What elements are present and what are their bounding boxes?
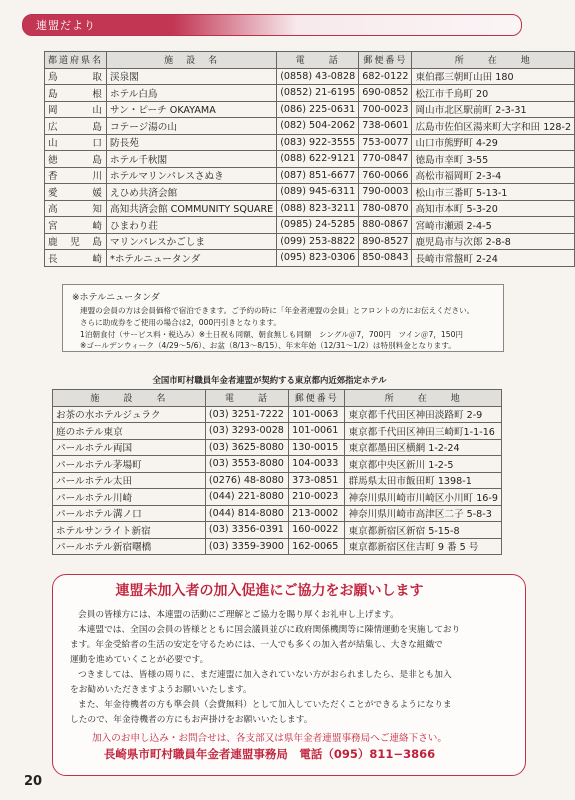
table-cell: マリンパレスかごしま [107,233,277,250]
table-cell: 防長苑 [107,134,277,151]
table-cell: 鳥 取 [45,68,107,85]
table-cell: (044) 221-8080 [205,489,288,506]
table-cell: パールホテル新宿曙橋 [53,538,206,555]
column-header: 施 設 名 [107,52,277,69]
appeal-title: 連盟未加入者の加入促進にご協力をお願いします [115,583,424,599]
table-cell: お茶の水ホテルジュラク [53,406,206,423]
note-title: ※ホテルニュータンダ [72,293,160,303]
table-cell: (03) 3553-8080 [205,456,288,473]
appeal-line: ます。年金受給者の生活の安定を守るためには、一人でも多くの加入者が結集し、大きな組織で [70,640,443,650]
table-cell: (0985) 24-5285 [277,217,359,234]
appeal-line: をお勧めいただきますようお願いいたします。 [70,685,252,695]
table-cell: 鹿児島市与次郎 2-8-8 [412,233,575,250]
table-cell: (095) 823-0306 [277,250,359,267]
table-cell: パールホテル茅場町 [53,456,206,473]
table-cell: (03) 3356-0391 [205,522,288,539]
table-cell: 700-0023 [359,101,412,118]
table-cell: 東京都新宿区新宿 5-15-8 [345,522,502,539]
column-header: 所 在 地 [412,52,575,69]
table-cell: 長崎市常盤町 2-24 [412,250,575,267]
table-cell: (03) 3293-0028 [205,423,288,440]
table-cell: 松山市三番町 5-13-1 [412,184,575,201]
table-cell: 岡 山 [45,101,107,118]
table-cell: ホテルサンライト新宿 [53,522,206,539]
table-cell: 香 川 [45,167,107,184]
table-cell: 岡山市北区駅前町 2-3-31 [412,101,575,118]
table-cell: 162-0065 [289,538,345,555]
table-cell: 790-0003 [359,184,412,201]
table-cell: パールホテル両国 [53,439,206,456]
appeal-line: 本連盟では、全国の会員の皆様とともに国会議員並びに政府関係機関等に陳情運動を実施しており [78,625,461,635]
note-line: 連盟の会員の方は会員価格で宿泊できます。ご予約の時に「年金者連盟の会員」とフロントの方にお伝えください。 [80,306,475,315]
table-cell: (044) 814-8080 [205,505,288,522]
table-cell: 山 口 [45,134,107,151]
section-header-title: 連盟だより [36,19,96,32]
table-cell: (083) 922-3555 [277,134,359,151]
appeal-line: 運動を進めていくことが必要です。 [70,655,209,665]
table-row [45,167,575,184]
table-cell: ホテルマリンパレスさぬき [107,167,277,184]
table-cell: ホテル白鳥 [107,85,277,102]
table-cell: (082) 504-2062 [277,118,359,135]
table-cell: (03) 3625-8080 [205,439,288,456]
table-cell: (0858) 43-0828 [277,68,359,85]
table-cell: 神奈川県川崎市高津区二子 5-8-3 [345,505,502,522]
table-cell: 738-0601 [359,118,412,135]
table-cell: 780-0870 [359,200,412,217]
table-cell: 373-0851 [289,472,345,489]
table2-caption: 全国市町村職員年金者連盟が契約する東京都内近郊指定ホテル [152,375,387,385]
table-header-row [53,390,502,407]
appeal-line: つきましては、皆様の周りに、まだ連盟に加入されていない方がおられましたら、是非とも加入 [78,670,452,680]
table-cell: パールホテル太田 [53,472,206,489]
table-cell: 長 崎 [45,250,107,267]
table-cell: *ホテルニュータンダ [107,250,277,267]
table-cell: 庭のホテル東京 [53,423,206,440]
table-row [45,101,575,118]
table-cell: (0276) 48-8080 [205,472,288,489]
table-cell: 東京都千代田区神田三崎町1-1-16 [345,423,502,440]
table-cell: 東伯郡三朝町山田 180 [412,68,575,85]
table-cell: 東京都墨田区横網 1-2-24 [345,439,502,456]
table-row [45,134,575,151]
table-cell: 東京都中央区新川 1-2-5 [345,456,502,473]
table-cell: パールホテル溝ノ口 [53,505,206,522]
table-cell: 愛 媛 [45,184,107,201]
table-cell: (086) 225-0631 [277,101,359,118]
table-cell: 東京都新宿区住吉町 9 番 5 号 [345,538,502,555]
table-cell: 770-0847 [359,151,412,168]
table-cell: 101-0061 [289,423,345,440]
table-cell: 宮崎市瀬頭 2-4-5 [412,217,575,234]
hotel-table-tokyo [52,389,502,555]
table-cell: 690-0852 [359,85,412,102]
contact-info-line: 加入のお申し込み・お問合せは、各支部又は県年金者連盟事務局へご連絡下さい。 [92,733,447,744]
table-cell: 682-0122 [359,68,412,85]
note-line: ※ゴールデンウィーク（4/29〜5/6）、お盆（8/13〜8/15）、年末年始（12/31〜1/2）は特別料金となります。 [80,341,456,350]
table-cell: (088) 823-3211 [277,200,359,217]
table-row [53,522,502,539]
column-header: 郵便番号 [289,390,345,407]
table-header-row [45,52,575,69]
appeal-line: また、年金待機者の方も準会員（会費無料）として加入していただくことができるようになりま [78,700,452,710]
table-row [53,538,502,555]
table-cell: (089) 945-6311 [277,184,359,201]
table-cell: 104-0033 [289,456,345,473]
table-cell: 渓泉閣 [107,68,277,85]
column-header: 電 話 [205,390,288,407]
table-cell: (03) 3251-7222 [205,406,288,423]
table-cell: 高知共済会館 COMMUNITY SQUARE [107,200,277,217]
table-row [45,118,575,135]
table-cell: 広島市佐伯区湯来町大字和田 128-2 [412,118,575,135]
table-cell: 徳島市幸町 3-55 [412,151,575,168]
table-cell: (0852) 21-6195 [277,85,359,102]
table-cell: 島 根 [45,85,107,102]
note-line: さらに助成券をご使用の場合は2，000円引きとなります。 [80,318,281,327]
table-cell: 高知市本町 5-3-20 [412,200,575,217]
table-cell: ホテル千秋閣 [107,151,277,168]
table-cell: 高松市福岡町 2-3-4 [412,167,575,184]
table-row [53,406,502,423]
table-cell: (03) 3359-3900 [205,538,288,555]
table-cell: 213-0002 [289,505,345,522]
table-cell: パールホテル川崎 [53,489,206,506]
appeal-line: 会員の皆様方には、本連盟の活動にご理解とご協力を賜り厚くお礼申し上げます。 [78,610,399,620]
column-header: 施 設 名 [53,390,206,407]
table-cell: えひめ共済会館 [107,184,277,201]
table-row [53,505,502,522]
table-cell: 130-0015 [289,439,345,456]
table-row [45,184,575,201]
section-header-bar [22,14,522,36]
page-number: 20 [24,774,43,789]
table-cell: 松江市千鳥町 20 [412,85,575,102]
contact-phone-line: 長崎県市町村職員年金者連盟事務局 電話（095）811−3866 [103,747,436,761]
table-row [45,217,575,234]
table-cell: ひまわり荘 [107,217,277,234]
table-row [53,423,502,440]
table-cell: 160-0022 [289,522,345,539]
table-row [53,472,502,489]
table-row [45,250,575,267]
column-header: 電 話 [277,52,359,69]
column-header: 都道府県名 [45,52,107,69]
table-cell: 広 島 [45,118,107,135]
table-cell: 101-0063 [289,406,345,423]
table-row [53,439,502,456]
table-cell: 760-0066 [359,167,412,184]
note-line: 1泊朝食付（サービス料・税込み）※土日祝も同額、朝食無しも同額 シングル＠7，700円 ツイン＠7，150円 [80,330,464,339]
table-cell: 850-0843 [359,250,412,267]
table-row [45,233,575,250]
table-row [53,489,502,506]
appeal-line: したので、年金待機者の方にもお声掛けをお願いいたします。 [70,715,313,725]
table-cell: (099) 253-8822 [277,233,359,250]
table-cell: 鹿児島 [45,233,107,250]
table-cell: 東京都千代田区神田淡路町 2-9 [345,406,502,423]
table-cell: 神奈川県川崎市川崎区小川町 16-9 [345,489,502,506]
table-cell: 890-8527 [359,233,412,250]
hotel-table-regional [44,51,575,267]
table-cell: 群馬県太田市飯田町 1398-1 [345,472,502,489]
table-cell: コテージ湯の山 [107,118,277,135]
column-header: 所 在 地 [345,390,502,407]
table-cell: 753-0077 [359,134,412,151]
table-row [53,456,502,473]
table-cell: 徳 島 [45,151,107,168]
table-cell: 880-0867 [359,217,412,234]
table-cell: 宮 崎 [45,217,107,234]
table-cell: 高 知 [45,200,107,217]
column-header: 郵便番号 [359,52,412,69]
table-row [45,200,575,217]
table-row [45,151,575,168]
table-cell: 210-0023 [289,489,345,506]
table-cell: 山口市熊野町 4-29 [412,134,575,151]
table-cell: (087) 851-6677 [277,167,359,184]
table-row [45,68,575,85]
table-row [45,85,575,102]
table-cell: (088) 622-9121 [277,151,359,168]
table-cell: サン・ピーチ OKAYAMA [107,101,277,118]
